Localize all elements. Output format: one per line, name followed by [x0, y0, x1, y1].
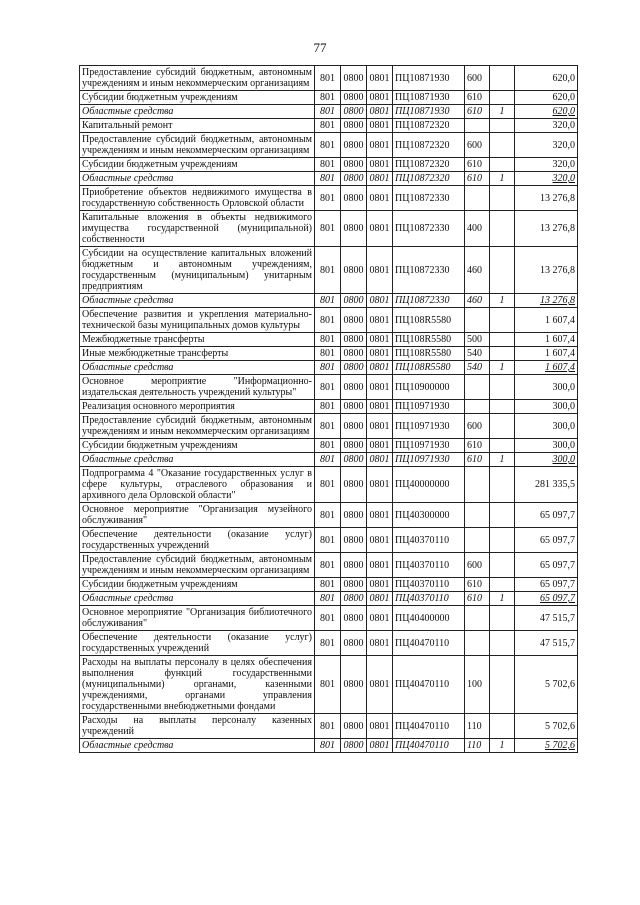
target-article-cell: ПЦ108R5580 [393, 333, 465, 347]
table-row [80, 375, 578, 400]
target-article-cell: ПЦ40000000 [393, 467, 465, 503]
expense-type-cell: 600 [465, 553, 490, 578]
subsection-code-cell: 0801 [367, 294, 393, 308]
expense-type-cell: 100 [465, 656, 490, 714]
table-row [80, 186, 578, 211]
table-row [80, 119, 578, 133]
funding-source-cell [490, 347, 515, 361]
expense-type-cell [465, 186, 490, 211]
section-code-cell: 0800 [341, 119, 367, 133]
ved-code-cell: 801 [315, 308, 341, 333]
target-article-cell: ПЦ10900000 [393, 375, 465, 400]
expense-type-cell: 460 [465, 247, 490, 294]
row-name-cell: Областные средства [80, 361, 315, 375]
expense-type-cell [465, 503, 490, 528]
ved-code-cell: 801 [315, 133, 341, 158]
funding-source-cell [490, 375, 515, 400]
subsection-code-cell: 0801 [367, 467, 393, 503]
funding-source-cell: 1 [490, 739, 515, 753]
target-article-cell: ПЦ10872320 [393, 158, 465, 172]
target-article-cell: ПЦ10871930 [393, 105, 465, 119]
ved-code-cell: 801 [315, 333, 341, 347]
funding-source-cell [490, 211, 515, 247]
table-row [80, 66, 578, 91]
ved-code-cell: 801 [315, 119, 341, 133]
expense-type-cell: 460 [465, 294, 490, 308]
expense-type-cell: 610 [465, 453, 490, 467]
expense-type-cell: 540 [465, 361, 490, 375]
section-code-cell: 0800 [341, 172, 367, 186]
amount-cell: 1 607,4 [515, 333, 578, 347]
target-article-cell: ПЦ40370110 [393, 592, 465, 606]
subsection-code-cell: 0801 [367, 105, 393, 119]
subsection-code-cell: 0801 [367, 91, 393, 105]
table-row [80, 105, 578, 119]
amount-cell: 65 097,7 [515, 503, 578, 528]
target-article-cell: ПЦ40370110 [393, 578, 465, 592]
ved-code-cell: 801 [315, 414, 341, 439]
section-code-cell: 0800 [341, 361, 367, 375]
section-code-cell: 0800 [341, 400, 367, 414]
expense-type-cell: 610 [465, 105, 490, 119]
expense-type-cell: 500 [465, 333, 490, 347]
subsection-code-cell: 0801 [367, 439, 393, 453]
amount-cell: 1 607,4 [515, 347, 578, 361]
section-code-cell: 0800 [341, 578, 367, 592]
row-name-cell: Расходы на выплаты персоналу казенных учреждений [80, 714, 315, 739]
amount-cell: 5 702,6 [515, 656, 578, 714]
section-code-cell: 0800 [341, 592, 367, 606]
row-name-cell: Основное мероприятие "Информационно-издательская деятельность учреждений культуры" [80, 375, 315, 400]
ved-code-cell: 801 [315, 247, 341, 294]
table-row [80, 91, 578, 105]
row-name-cell: Основное мероприятие "Организация библиотечного обслуживания" [80, 606, 315, 631]
amount-cell: 620,0 [515, 105, 578, 119]
amount-cell: 300,0 [515, 439, 578, 453]
row-name-cell: Предоставление субсидий бюджетным, автономным учреждениям и иным некоммерческим организациям [80, 133, 315, 158]
row-name-cell: Межбюджетные трансферты [80, 333, 315, 347]
target-article-cell: ПЦ40370110 [393, 553, 465, 578]
ved-code-cell: 801 [315, 294, 341, 308]
ved-code-cell: 801 [315, 347, 341, 361]
section-code-cell: 0800 [341, 528, 367, 553]
section-code-cell: 0800 [341, 211, 367, 247]
target-article-cell: ПЦ40300000 [393, 503, 465, 528]
amount-cell: 620,0 [515, 66, 578, 91]
ved-code-cell: 801 [315, 66, 341, 91]
ved-code-cell: 801 [315, 467, 341, 503]
funding-source-cell [490, 308, 515, 333]
amount-cell: 320,0 [515, 172, 578, 186]
target-article-cell: ПЦ10871930 [393, 91, 465, 105]
table-row [80, 656, 578, 714]
target-article-cell: ПЦ10872330 [393, 247, 465, 294]
expense-type-cell: 600 [465, 133, 490, 158]
row-name-cell: Субсидии бюджетным учреждениям [80, 158, 315, 172]
row-name-cell: Реализация основного мероприятия [80, 400, 315, 414]
section-code-cell: 0800 [341, 414, 367, 439]
funding-source-cell: 1 [490, 294, 515, 308]
table-row [80, 453, 578, 467]
expense-type-cell [465, 308, 490, 333]
ved-code-cell: 801 [315, 453, 341, 467]
ved-code-cell: 801 [315, 553, 341, 578]
amount-cell: 65 097,7 [515, 592, 578, 606]
subsection-code-cell: 0801 [367, 308, 393, 333]
funding-source-cell [490, 133, 515, 158]
expense-type-cell: 610 [465, 578, 490, 592]
funding-source-cell [490, 656, 515, 714]
target-article-cell: ПЦ40470110 [393, 631, 465, 656]
section-code-cell: 0800 [341, 247, 367, 294]
expense-type-cell [465, 119, 490, 133]
subsection-code-cell: 0801 [367, 414, 393, 439]
amount-cell: 1 607,4 [515, 308, 578, 333]
table-row [80, 553, 578, 578]
row-name-cell: Субсидии бюджетным учреждениям [80, 578, 315, 592]
funding-source-cell [490, 66, 515, 91]
table-row [80, 631, 578, 656]
amount-cell: 300,0 [515, 414, 578, 439]
section-code-cell: 0800 [341, 553, 367, 578]
section-code-cell: 0800 [341, 375, 367, 400]
section-code-cell: 0800 [341, 105, 367, 119]
target-article-cell: ПЦ108R5580 [393, 308, 465, 333]
row-name-cell: Областные средства [80, 294, 315, 308]
amount-cell: 300,0 [515, 375, 578, 400]
amount-cell: 281 335,5 [515, 467, 578, 503]
ved-code-cell: 801 [315, 211, 341, 247]
row-name-cell: Областные средства [80, 172, 315, 186]
expense-type-cell: 610 [465, 592, 490, 606]
row-name-cell: Обеспечение деятельности (оказание услуг) государственных учреждений [80, 631, 315, 656]
table-row [80, 133, 578, 158]
target-article-cell: ПЦ10871930 [393, 66, 465, 91]
target-article-cell: ПЦ40470110 [393, 714, 465, 739]
ved-code-cell: 801 [315, 158, 341, 172]
amount-cell: 1 607,4 [515, 361, 578, 375]
expense-type-cell: 600 [465, 414, 490, 439]
ved-code-cell: 801 [315, 503, 341, 528]
funding-source-cell [490, 439, 515, 453]
amount-cell: 300,0 [515, 400, 578, 414]
funding-source-cell [490, 714, 515, 739]
amount-cell: 65 097,7 [515, 553, 578, 578]
amount-cell: 13 276,8 [515, 247, 578, 294]
funding-source-cell [490, 119, 515, 133]
table-row [80, 308, 578, 333]
ved-code-cell: 801 [315, 105, 341, 119]
section-code-cell: 0800 [341, 133, 367, 158]
subsection-code-cell: 0801 [367, 714, 393, 739]
subsection-code-cell: 0801 [367, 186, 393, 211]
section-code-cell: 0800 [341, 158, 367, 172]
subsection-code-cell: 0801 [367, 375, 393, 400]
ved-code-cell: 801 [315, 714, 341, 739]
expense-type-cell [465, 375, 490, 400]
funding-source-cell [490, 553, 515, 578]
section-code-cell: 0800 [341, 606, 367, 631]
table-row [80, 400, 578, 414]
ved-code-cell: 801 [315, 439, 341, 453]
table-row [80, 467, 578, 503]
target-article-cell: ПЦ10872320 [393, 133, 465, 158]
subsection-code-cell: 0801 [367, 211, 393, 247]
expense-type-cell: 610 [465, 172, 490, 186]
ved-code-cell: 801 [315, 739, 341, 753]
amount-cell: 13 276,8 [515, 211, 578, 247]
ved-code-cell: 801 [315, 656, 341, 714]
amount-cell: 65 097,7 [515, 528, 578, 553]
subsection-code-cell: 0801 [367, 739, 393, 753]
expense-type-cell [465, 606, 490, 631]
subsection-code-cell: 0801 [367, 347, 393, 361]
target-article-cell: ПЦ10971930 [393, 453, 465, 467]
ved-code-cell: 801 [315, 606, 341, 631]
subsection-code-cell: 0801 [367, 333, 393, 347]
amount-cell: 65 097,7 [515, 578, 578, 592]
row-name-cell: Предоставление субсидий бюджетным, автономным учреждениям и иным некоммерческим организациям [80, 66, 315, 91]
table-row [80, 347, 578, 361]
subsection-code-cell: 0801 [367, 361, 393, 375]
expense-type-cell [465, 528, 490, 553]
subsection-code-cell: 0801 [367, 247, 393, 294]
section-code-cell: 0800 [341, 333, 367, 347]
amount-cell: 47 515,7 [515, 631, 578, 656]
target-article-cell: ПЦ40400000 [393, 606, 465, 631]
ved-code-cell: 801 [315, 91, 341, 105]
funding-source-cell [490, 186, 515, 211]
funding-source-cell [490, 528, 515, 553]
table-row [80, 172, 578, 186]
row-name-cell: Капитальные вложения в объекты недвижимого имущества государственной (муниципальной) собственности [80, 211, 315, 247]
row-name-cell: Предоставление субсидий бюджетным, автономным учреждениям и иным некоммерческим организациям [80, 414, 315, 439]
amount-cell: 5 702,6 [515, 714, 578, 739]
amount-cell: 320,0 [515, 133, 578, 158]
section-code-cell: 0800 [341, 631, 367, 656]
funding-source-cell: 1 [490, 172, 515, 186]
section-code-cell: 0800 [341, 308, 367, 333]
table-row [80, 247, 578, 294]
section-code-cell: 0800 [341, 739, 367, 753]
funding-source-cell: 1 [490, 105, 515, 119]
expense-type-cell: 600 [465, 66, 490, 91]
row-name-cell: Субсидии бюджетным учреждениям [80, 91, 315, 105]
row-name-cell: Предоставление субсидий бюджетным, автономным учреждениям и иным некоммерческим организациям [80, 553, 315, 578]
ved-code-cell: 801 [315, 186, 341, 211]
amount-cell: 320,0 [515, 119, 578, 133]
target-article-cell: ПЦ108R5580 [393, 347, 465, 361]
section-code-cell: 0800 [341, 467, 367, 503]
row-name-cell: Областные средства [80, 453, 315, 467]
funding-source-cell [490, 247, 515, 294]
ved-code-cell: 801 [315, 592, 341, 606]
section-code-cell: 0800 [341, 503, 367, 528]
table-row [80, 439, 578, 453]
row-name-cell: Обеспечение деятельности (оказание услуг) государственных учреждений [80, 528, 315, 553]
expense-type-cell: 110 [465, 714, 490, 739]
table-row [80, 503, 578, 528]
target-article-cell: ПЦ40370110 [393, 528, 465, 553]
page-number: 77 [313, 40, 327, 55]
row-name-cell: Областные средства [80, 105, 315, 119]
amount-cell: 47 515,7 [515, 606, 578, 631]
subsection-code-cell: 0801 [367, 656, 393, 714]
ved-code-cell: 801 [315, 528, 341, 553]
section-code-cell: 0800 [341, 656, 367, 714]
table-row [80, 578, 578, 592]
funding-source-cell [490, 400, 515, 414]
funding-source-cell [490, 631, 515, 656]
table-row [80, 211, 578, 247]
subsection-code-cell: 0801 [367, 503, 393, 528]
ved-code-cell: 801 [315, 578, 341, 592]
budget-table [79, 65, 578, 753]
subsection-code-cell: 0801 [367, 553, 393, 578]
table-row [80, 528, 578, 553]
subsection-code-cell: 0801 [367, 528, 393, 553]
target-article-cell: ПЦ10872330 [393, 294, 465, 308]
table-row [80, 592, 578, 606]
subsection-code-cell: 0801 [367, 578, 393, 592]
funding-source-cell [490, 503, 515, 528]
table-row [80, 714, 578, 739]
expense-type-cell: 540 [465, 347, 490, 361]
amount-cell: 13 276,8 [515, 186, 578, 211]
row-name-cell: Подпрограмма 4 "Оказание государственных услуг в сфере культуры, отраслевого образования и архивного дела Орловской области" [80, 467, 315, 503]
target-article-cell: ПЦ10872330 [393, 211, 465, 247]
amount-cell: 300,0 [515, 453, 578, 467]
table-row [80, 158, 578, 172]
funding-source-cell [490, 414, 515, 439]
ved-code-cell: 801 [315, 361, 341, 375]
funding-source-cell [490, 91, 515, 105]
section-code-cell: 0800 [341, 91, 367, 105]
table-row [80, 361, 578, 375]
target-article-cell: ПЦ10872320 [393, 172, 465, 186]
subsection-code-cell: 0801 [367, 400, 393, 414]
subsection-code-cell: 0801 [367, 66, 393, 91]
target-article-cell: ПЦ40470110 [393, 739, 465, 753]
section-code-cell: 0800 [341, 714, 367, 739]
target-article-cell: ПЦ10872320 [393, 119, 465, 133]
target-article-cell: ПЦ10971930 [393, 439, 465, 453]
expense-type-cell [465, 400, 490, 414]
ved-code-cell: 801 [315, 400, 341, 414]
funding-source-cell [490, 158, 515, 172]
subsection-code-cell: 0801 [367, 158, 393, 172]
subsection-code-cell: 0801 [367, 453, 393, 467]
row-name-cell: Иные межбюджетные трансферты [80, 347, 315, 361]
row-name-cell: Приобретение объектов недвижимого имущества в государственную собственность Орловской области [80, 186, 315, 211]
funding-source-cell: 1 [490, 592, 515, 606]
section-code-cell: 0800 [341, 453, 367, 467]
expense-type-cell: 110 [465, 739, 490, 753]
target-article-cell: ПЦ108R5580 [393, 361, 465, 375]
table-row [80, 606, 578, 631]
row-name-cell: Субсидии на осуществление капитальных вложений бюджетным и автономным учреждениям, государственным (муниципальным) унитарным предприятиям [80, 247, 315, 294]
funding-source-cell [490, 467, 515, 503]
subsection-code-cell: 0801 [367, 631, 393, 656]
target-article-cell: ПЦ10971930 [393, 414, 465, 439]
expense-type-cell: 610 [465, 158, 490, 172]
table-row [80, 333, 578, 347]
expense-type-cell [465, 467, 490, 503]
row-name-cell: Расходы на выплаты персоналу в целях обеспечения выполнения функций государственными (муниципальными) органами, казенными учреждениями, органами управления государственными внебюджетными фондами [80, 656, 315, 714]
row-name-cell: Капитальный ремонт [80, 119, 315, 133]
ved-code-cell: 801 [315, 375, 341, 400]
expense-type-cell [465, 631, 490, 656]
subsection-code-cell: 0801 [367, 133, 393, 158]
ved-code-cell: 801 [315, 631, 341, 656]
section-code-cell: 0800 [341, 294, 367, 308]
table-row [80, 294, 578, 308]
funding-source-cell: 1 [490, 453, 515, 467]
amount-cell: 620,0 [515, 91, 578, 105]
section-code-cell: 0800 [341, 439, 367, 453]
funding-source-cell [490, 333, 515, 347]
amount-cell: 5 702,6 [515, 739, 578, 753]
row-name-cell: Субсидии бюджетным учреждениям [80, 439, 315, 453]
expense-type-cell: 610 [465, 91, 490, 105]
target-article-cell: ПЦ40470110 [393, 656, 465, 714]
row-name-cell: Областные средства [80, 592, 315, 606]
expense-type-cell: 610 [465, 439, 490, 453]
section-code-cell: 0800 [341, 186, 367, 211]
table-row [80, 414, 578, 439]
table-row [80, 739, 578, 753]
amount-cell: 13 276,8 [515, 294, 578, 308]
amount-cell: 320,0 [515, 158, 578, 172]
ved-code-cell: 801 [315, 172, 341, 186]
target-article-cell: ПЦ10872330 [393, 186, 465, 211]
subsection-code-cell: 0801 [367, 172, 393, 186]
funding-source-cell [490, 606, 515, 631]
subsection-code-cell: 0801 [367, 606, 393, 631]
row-name-cell: Областные средства [80, 739, 315, 753]
funding-source-cell: 1 [490, 361, 515, 375]
row-name-cell: Основное мероприятие "Организация музейного обслуживания" [80, 503, 315, 528]
row-name-cell: Обеспечение развития и укрепления материально-технической базы муниципальных домов культуры [80, 308, 315, 333]
subsection-code-cell: 0801 [367, 119, 393, 133]
subsection-code-cell: 0801 [367, 592, 393, 606]
funding-source-cell [490, 578, 515, 592]
section-code-cell: 0800 [341, 66, 367, 91]
target-article-cell: ПЦ10971930 [393, 400, 465, 414]
expense-type-cell: 400 [465, 211, 490, 247]
section-code-cell: 0800 [341, 347, 367, 361]
